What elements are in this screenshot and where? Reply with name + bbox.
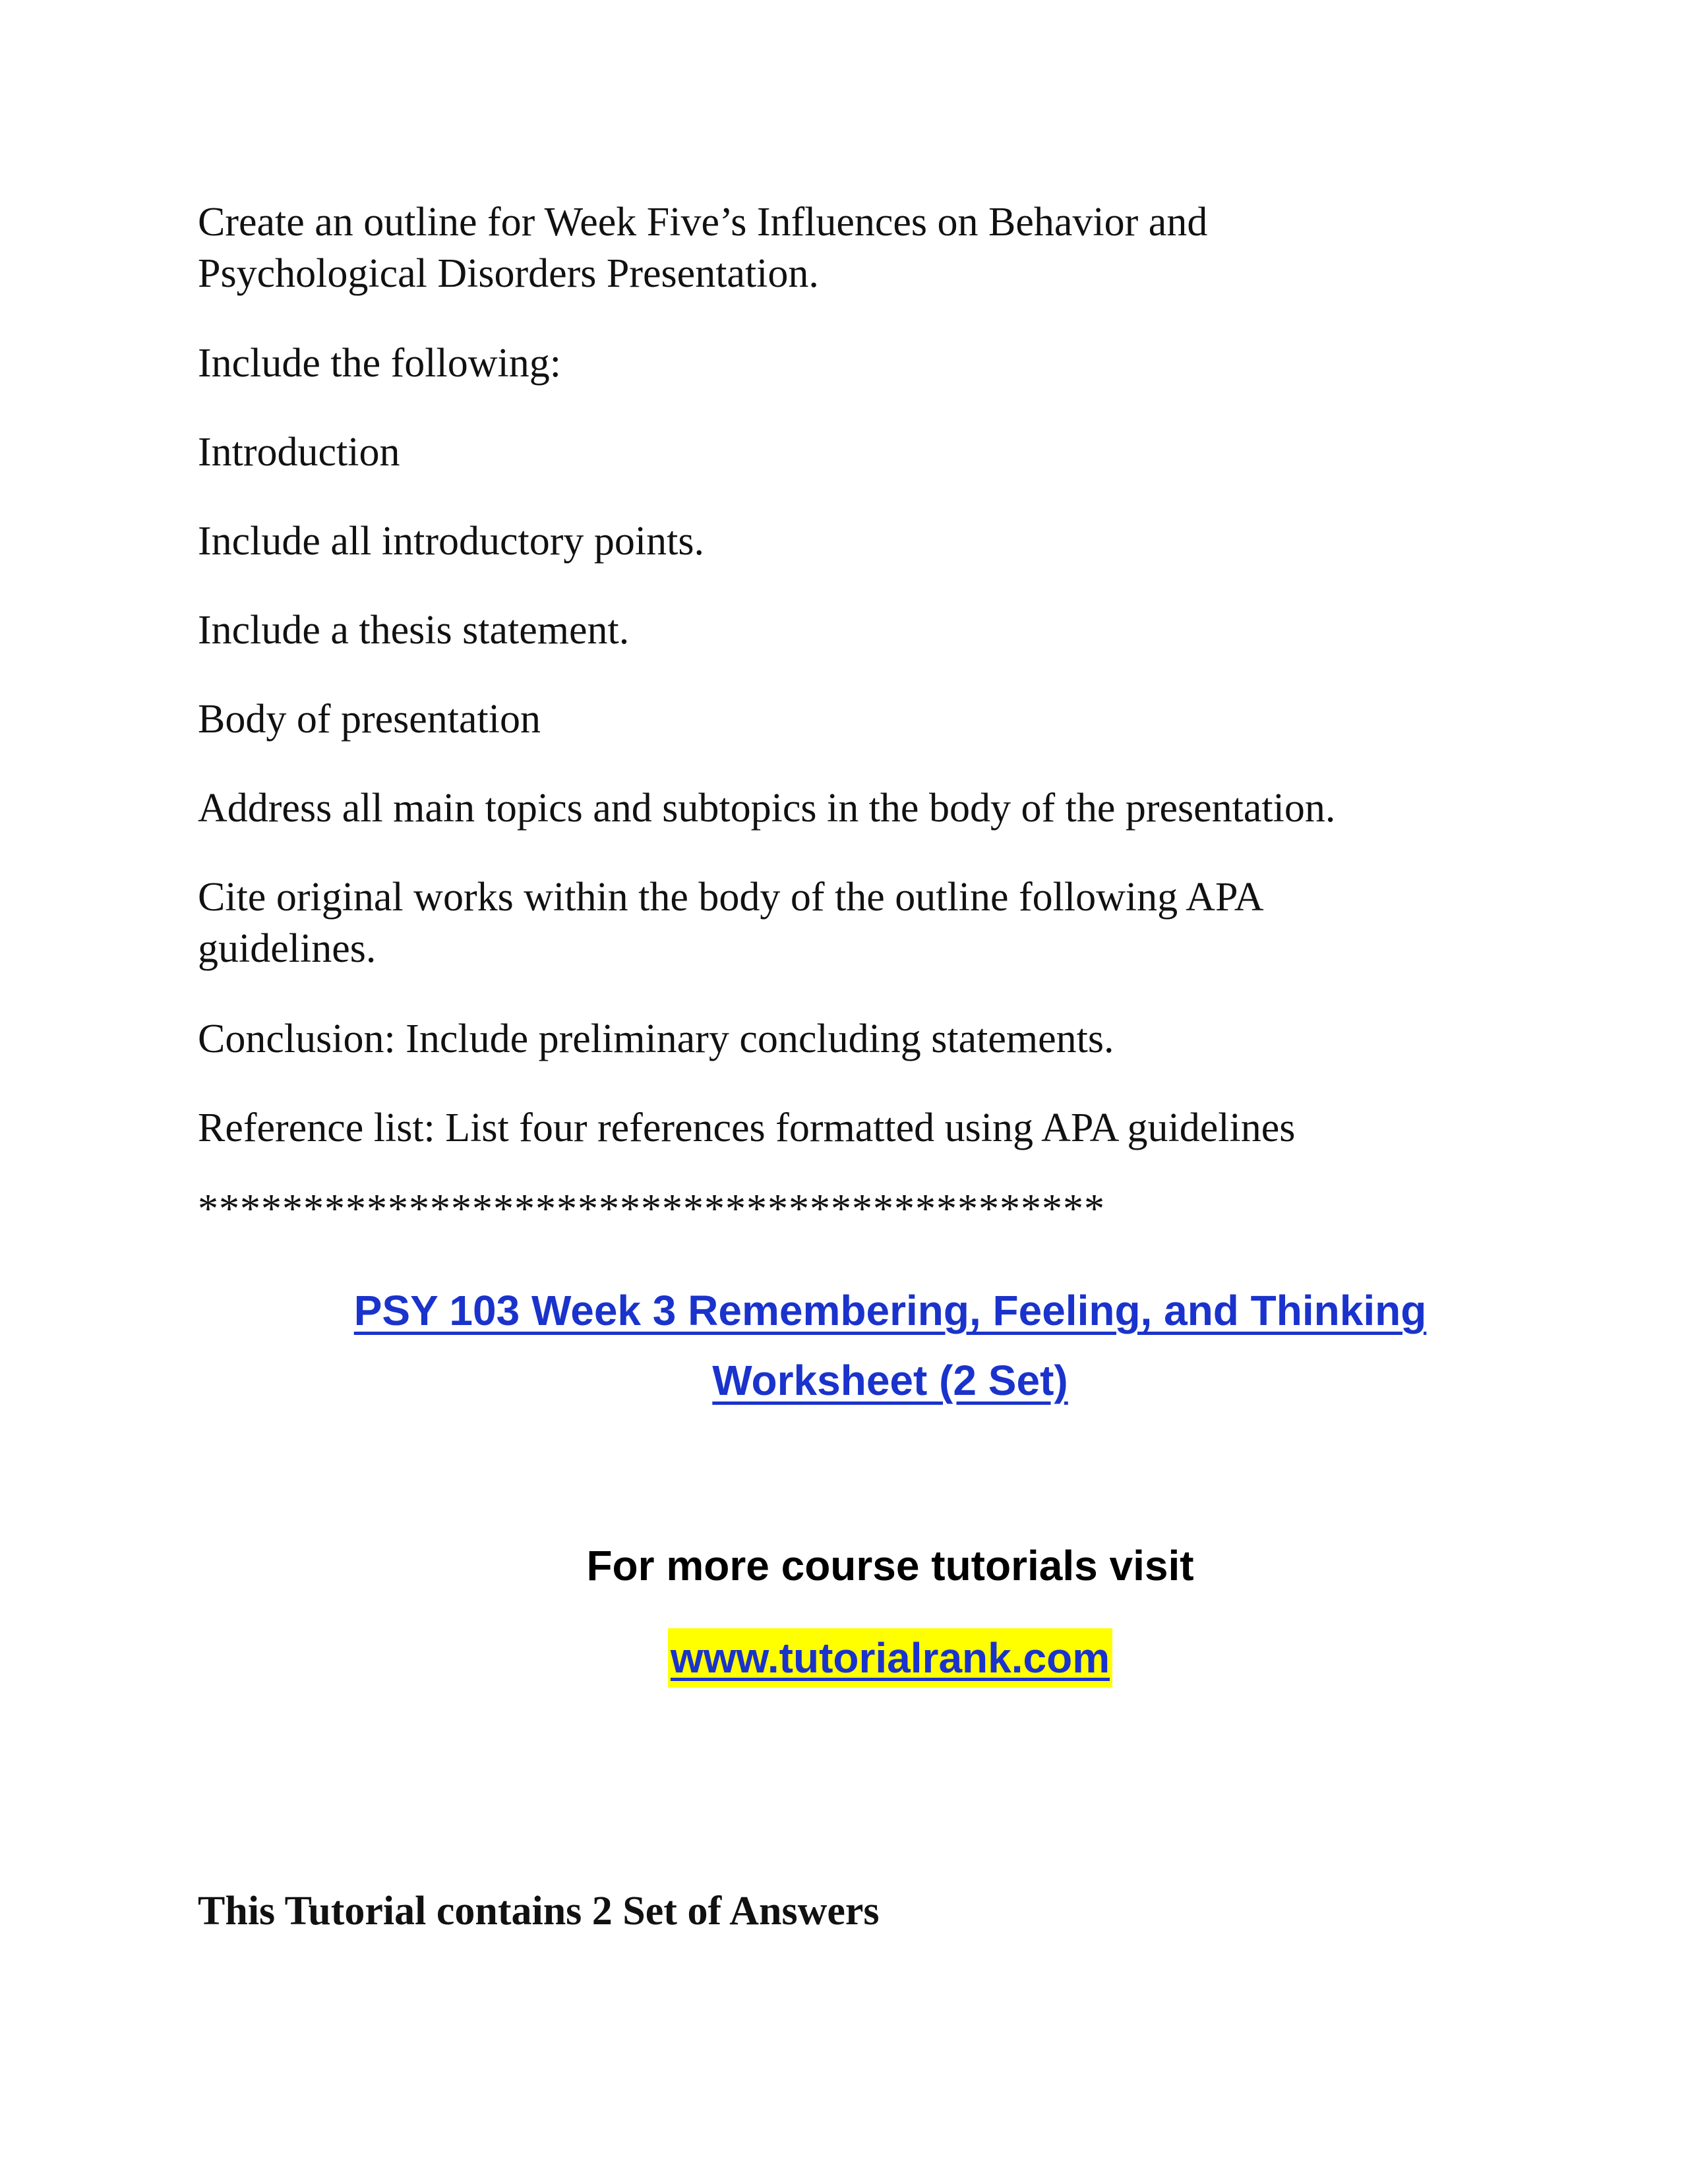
paragraph-include-following: Include the following: [198, 341, 561, 386]
paragraph-main-topics: Address all main topics and subtopics in the body of the presentation. [198, 786, 1336, 831]
paragraph-intro: Create an outline for Week Five’s Influences on Behavior and Psychological Disorders Presentation. [198, 200, 1208, 296]
paragraph-reference-list: Reference list: List four references formatted using APA guidelines [198, 1106, 1296, 1150]
separator-line: ******************************************* [198, 1187, 1105, 1231]
paragraph-introductory-points: Include all introductory points. [198, 519, 704, 564]
visit-label: For more course tutorials visit [586, 1542, 1194, 1589]
paragraph-introduction-heading: Introduction [198, 430, 400, 475]
worksheet-link[interactable]: PSY 103 Week 3 Remembering, Feeling, and Thinking Worksheet (2 Set) [353, 1287, 1427, 1404]
tutorialrank-link[interactable]: www.tutorialrank.com [668, 1628, 1112, 1688]
paragraph-conclusion: Conclusion: Include preliminary concluding statements. [198, 1017, 1114, 1061]
tutorial-note: This Tutorial contains 2 Set of Answers [198, 1889, 880, 1933]
paragraph-cite-works: Cite original works within the body of the outline following APA guidelines. [198, 875, 1262, 971]
paragraph-body-heading: Body of presentation [198, 697, 541, 742]
url-container [264, 1628, 1517, 1688]
paragraph-thesis-statement: Include a thesis statement. [198, 608, 630, 653]
